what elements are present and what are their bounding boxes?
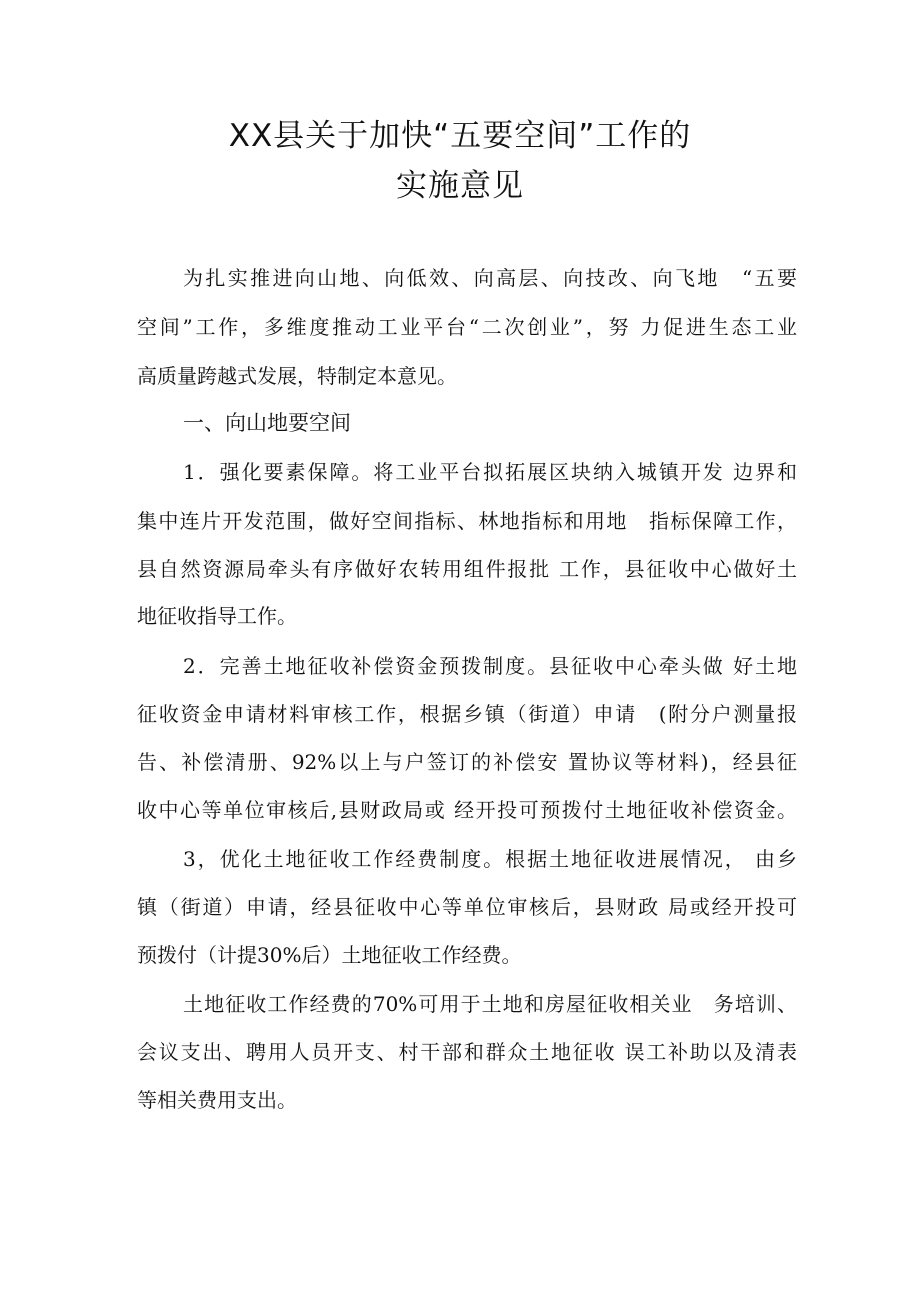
item-3-line-1: 3，优化土地征收工作经费制度。根据土地征收进展情况， 由乡 — [183, 847, 797, 871]
item-3-line-3: 预拨付（计提30%后）土地征收工作经费。 — [137, 943, 522, 967]
intro-line-3: 高质量跨越式发展，特制定本意见。 — [137, 364, 457, 388]
item-2-line-3: 告、补偿清册、92%以上与户签订的补偿安 置协议等材料)，经县征 — [137, 750, 797, 774]
item-2-line-1: 2．完善土地征收补偿资金预拨制度。县征收中心牵头做 好土地 — [183, 654, 797, 678]
document-title-line-2: 实施意见 — [396, 168, 524, 204]
item-2-line-2: 征收资金申请材料审核工作，根据乡镇（街道）申请 (附分户测量报 — [137, 702, 797, 726]
item-1-line-3: 县自然资源局牵头有序做好农转用组件报批 工作，县征收中心做好土 — [137, 557, 797, 581]
item-3-note-line-2: 会议支出、聘用人员开支、村干部和群众土地征收 误工补助以及清表 — [137, 1040, 797, 1064]
item-1-line-4: 地征收指导工作。 — [137, 604, 297, 628]
item-1-line-2: 集中连片开发范围，做好空间指标、林地指标和用地 指标保障工作， — [137, 509, 797, 533]
item-1-line-1: 1．强化要素保障。将工业平台拟拓展区块纳入城镇开发 边界和 — [183, 460, 797, 484]
intro-line-2: 空间”工作，多维度推动工业平台“二次创业”，努 力促进生态工业 — [137, 315, 797, 339]
intro-line-1: 为扎实推进向山地、向低效、向高层、向技改、向飞地 “五要 — [183, 266, 797, 290]
document-title-line-1: XX县关于加快“五要空间”工作的 — [228, 118, 692, 154]
item-3-note-line-3: 等相关费用支出。 — [137, 1088, 297, 1112]
item-3-line-2: 镇（街道）申请，经县征收中心等单位审核后，县财政 局或经开投可 — [137, 895, 797, 919]
item-3-note-line-1: 土地征收工作经费的70%可用于土地和房屋征收相关业 务培训、 — [183, 992, 797, 1016]
item-2-line-4: 收中心等单位审核后,县财政局或 经开投可预拨付土地征收补偿资金。 — [137, 798, 797, 822]
section-1-heading: 一、向山地要空间 — [183, 411, 351, 435]
